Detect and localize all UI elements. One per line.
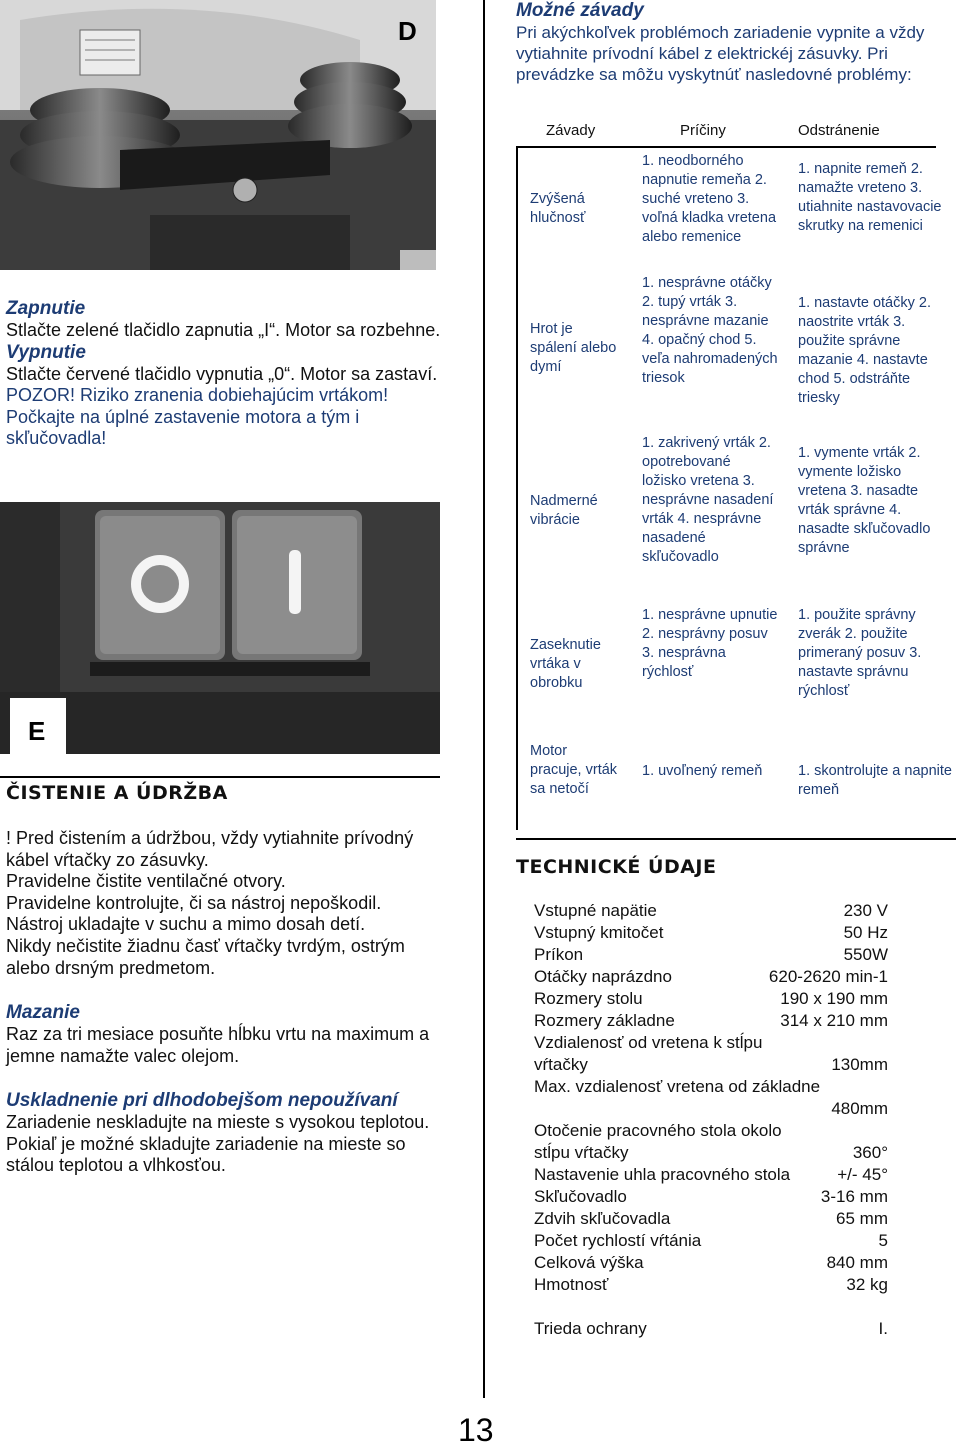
spec-row (534, 1010, 888, 1032)
spec-key: Otočenie pracovného stola okolo (534, 1120, 782, 1142)
spec-row (534, 1054, 888, 1076)
figure-label-e: E (28, 716, 45, 747)
mazanie-section (6, 1002, 442, 1067)
mazanie-title: Mazanie (6, 1002, 442, 1024)
cleaning-line: Pravidelne čistite ventilačné otvory. (6, 871, 442, 893)
spec-key: vŕtačky (534, 1054, 588, 1076)
spec-value: +/- 45° (837, 1164, 888, 1186)
faults-table (516, 118, 952, 830)
vypnutie-title: Vypnutie (6, 342, 442, 364)
table-row-fix: 1. vymente vrták 2. vymente ložisko vretena 3. nasadte vrták správne 4. nasadte skľučovadlo správne (798, 444, 952, 558)
spec-row (534, 988, 888, 1010)
photo-drill-pulleys (0, 0, 436, 270)
spec-value: 840 mm (827, 1252, 888, 1274)
spec-key: Rozmery stolu (534, 988, 643, 1010)
table-row-cause: 1. neodborného napnutie remeňa 2. suché vreteno 3. voľná kladka vretena alebo remenice (642, 152, 778, 247)
faults-title: Možné závady (516, 0, 952, 22)
photo-switch-buttons (0, 502, 440, 754)
spec-key: Celková výška (534, 1252, 644, 1274)
table-row-cause: 1. nesprávne otáčky 2. tupý vrták 3. nesprávne mazanie 4. opačný chod 5. veľa nahromadených triesok (642, 274, 778, 388)
spec-row (534, 1252, 888, 1274)
cleaning-list (6, 828, 442, 979)
mazanie-text: Raz za tri mesiace posuňte hĺbku vrtu na maximum a jemne namažte valec olejom. (6, 1024, 442, 1067)
faults-intro-text: Pri akýchkoľvek problémoch zariadenie vypnite a vždy vytiahnite prívodní kábel z elektrickéj zásuvky. Pri prevádzke sa môžu vyskytnúť nasledovné problémy: (516, 22, 952, 85)
spec-key: Rozmery základne (534, 1010, 675, 1032)
spec-row (534, 944, 888, 966)
table-row-cause: 1. zakrivený vrták 2. opotrebované ložisko vretena 3. nesprávne nasadení vrták 4. nesprávne nasadené skľučovadlo (642, 434, 778, 567)
storage-section (6, 1090, 442, 1177)
spec-key: Max. vzdialenosť vretena od základne (534, 1076, 820, 1098)
spec-value: 190 x 190 mm (780, 988, 888, 1010)
spec-value: 50 Hz (844, 922, 888, 944)
spec-row (534, 1032, 888, 1054)
table-header-fixes: Odstránenie (798, 122, 880, 139)
table-header-rule (516, 146, 936, 148)
zapnutie-title: Zapnutie (6, 298, 442, 320)
spec-value: 314 x 210 mm (780, 1010, 888, 1032)
table-row-fix: 1. napnite remeň 2. namažte vreteno 3. utiahnite nastavovacie skrutky na remenici (798, 160, 952, 236)
cleaning-line: Nástroj ukladajte v suchu a mimo dosah detí. (6, 914, 442, 936)
storage-title: Uskladnenie pri dlhodobejšom nepoužívaní (6, 1090, 442, 1112)
table-row-fix: 1. použite správny zverák 2. použite primeraný posuv 3. nastavte správnu rýchlosť (798, 606, 952, 701)
spec-row (534, 1164, 888, 1186)
table-row-fix: 1. skontrolujte a napnite remeň (798, 762, 952, 800)
spec-row-safety-class (534, 1318, 888, 1340)
table-row-fault: Zaseknutie vrtáka v obrobku (530, 636, 620, 693)
switch-instructions (6, 298, 442, 450)
spec-key: Príkon (534, 944, 583, 966)
tech-title: TECHNICKÉ ÚDAJE (516, 856, 716, 878)
spec-row (534, 1142, 888, 1164)
spec-row (534, 1230, 888, 1252)
spec-key: Trieda ochrany (534, 1318, 647, 1340)
spec-key: Vzdialenosť od vretena k stĺpu (534, 1032, 762, 1054)
table-row-cause: 1. nesprávne upnutie 2. nesprávny posuv 3. nesprávna rýchlosť (642, 606, 778, 682)
table-header-faults: Závady (546, 122, 595, 139)
spec-value: I. (879, 1318, 888, 1340)
spec-value: 32 kg (846, 1274, 888, 1296)
faults-intro (516, 0, 952, 85)
spec-value: 230 V (844, 900, 888, 922)
spec-row (534, 1186, 888, 1208)
table-row-fault: Motor pracuje, vrták sa netočí (530, 742, 620, 799)
spec-value: 5 (879, 1230, 888, 1252)
spec-row (534, 1098, 888, 1120)
spec-value: 550W (844, 944, 888, 966)
figure-label-d: D (398, 16, 417, 47)
spec-value: 620-2620 min-1 (769, 966, 888, 988)
table-header-causes: Príčiny (680, 122, 726, 139)
vypnutie-text: Stlačte červené tlačidlo vypnutia „0“. Motor sa zastaví. (6, 364, 442, 386)
spec-value: 130mm (831, 1054, 888, 1076)
cleaning-line: Pravidelne kontrolujte, či sa nástroj nepoškodil. (6, 893, 442, 915)
cleaning-rule (0, 776, 440, 778)
column-divider (483, 0, 485, 1398)
spec-key: Vstupný kmitočet (534, 922, 663, 944)
storage-text: Zariadenie neskladujte na mieste s vysokou teplotou. Pokiaľ je možné skladujte zariadenie na mieste so stálou teplotou a vlhkosťou. (6, 1112, 442, 1177)
spec-value: 360° (853, 1142, 888, 1164)
spec-value: 65 mm (836, 1208, 888, 1230)
tech-rule (516, 838, 956, 840)
spec-key: stĺpu vŕtačky (534, 1142, 628, 1164)
spec-row (534, 1208, 888, 1230)
page-number: 13 (458, 1412, 494, 1449)
pozor-warning: POZOR! Riziko zranenia dobiehajúcim vrtákom! Počkajte na úplné zastavenie motora a tým i skľučovadla! (6, 385, 442, 450)
zapnutie-text: Stlačte zelené tlačidlo zapnutia „I“. Motor sa rozbehne. (6, 320, 442, 342)
table-row-fix: 1. nastavte otáčky 2. naostrite vrták 3. použite správne mazanie 4. nastavte chod 5. odstráňte triesky (798, 294, 952, 408)
spec-key: Zdvih skľučovadla (534, 1208, 670, 1230)
spec-list (534, 900, 888, 1340)
cleaning-line: Nikdy nečistite žiadnu časť vŕtačky tvrdým, ostrým alebo drsným predmetom. (6, 936, 442, 979)
table-row-cause: 1. uvoľnený remeň (642, 762, 778, 781)
table-row-fault: Hrot je spálení alebo dymí (530, 320, 620, 377)
spec-row (534, 1076, 888, 1098)
spec-row (534, 922, 888, 944)
spec-key: Počet rychlostí vŕtánia (534, 1230, 701, 1252)
spec-key: Skľučovadlo (534, 1186, 627, 1208)
spec-row (534, 966, 888, 988)
spec-key: Vstupné napätie (534, 900, 657, 922)
spec-row (534, 1274, 888, 1296)
spec-row (534, 1120, 888, 1142)
spec-value: 3-16 mm (821, 1186, 888, 1208)
table-left-border (516, 146, 518, 830)
cleaning-line: ! Pred čistením a údržbou, vždy vytiahnite prívodný kábel vŕtačky zo zásuvky. (6, 828, 442, 871)
spec-key: Hmotnosť (534, 1274, 608, 1296)
cleaning-title: ČISTENIE A ÚDRŽBA (6, 782, 228, 804)
spec-key: Nastavenie uhla pracovného stola (534, 1164, 790, 1186)
spec-key: Otáčky naprázdno (534, 966, 672, 988)
table-row-fault: Nadmerné vibrácie (530, 492, 620, 530)
spec-row (534, 900, 888, 922)
table-row-fault: Zvýšená hlučnosť (530, 190, 620, 228)
spec-value: 480mm (831, 1098, 888, 1120)
